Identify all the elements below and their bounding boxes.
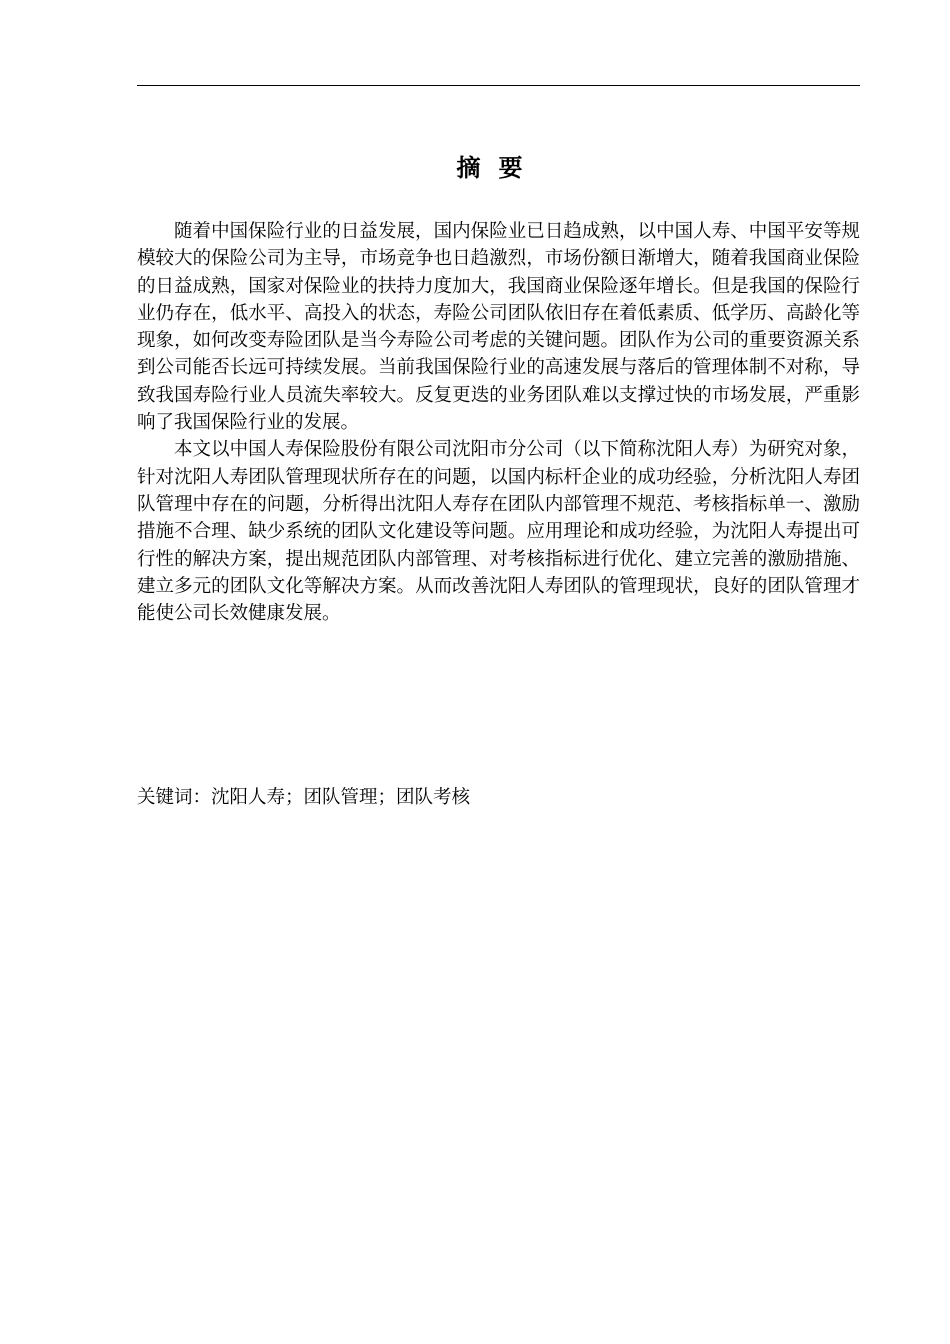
abstract-paragraph-1: 随着中国保险行业的日益发展，国内保险业已日趋成熟，以中国人寿、中国平安等规模较大的保险公司为主导，市场竞争也日趋激烈，市场份额日渐增大，随着我国商业保险的日益成熟，国家对保险业的扶持力度加大，我国商业保险逐年增长。但是我国的保险行业仍存在，低水平、高投入的状态，寿险公司团队依旧存在着低素质、低学历、高龄化等现象，如何改变寿险团队是当今寿险公司考虑的关键问题。团队作为公司的重要资源关系到公司能否长远可持续发展。当前我国保险行业的高速发展与落后的管理体制不对称，导致我国寿险行业人员流失率较大。反复更迭的业务团队难以支撑过快的市场发展，严重影响了我国保险行业的发展。 — [137, 221, 860, 434]
keywords-line — [137, 784, 860, 812]
abstract-title: 摘要 — [456, 154, 541, 182]
keywords-label: 关键词： — [137, 787, 212, 808]
abstract-body — [137, 218, 860, 627]
keywords-value: 沈阳人寿；团队管理；团队考核 — [211, 787, 471, 808]
abstract-paragraph-2: 本文以中国人寿保险股份有限公司沈阳市分公司（以下简称沈阳人寿）为研究对象，针对沈阳人寿团队管理现状所存在的问题，以国内标杆企业的成功经验，分析沈阳人寿团队管理中存在的问题，分析得出沈阳人寿存在团队内部管理不规范、考核指标单一、激励措施不合理、缺少系统的团队文化建设等问题。应用理论和成功经验，为沈阳人寿提出可行性的解决方案，提出规范团队内部管理、对考核指标进行优化、建立完善的激励措施、建立多元的团队文化等解决方案。从而改善沈阳人寿团队的管理现状，良好的团队管理才能使公司长效健康发展。 — [137, 439, 860, 625]
header-rule — [137, 85, 860, 86]
